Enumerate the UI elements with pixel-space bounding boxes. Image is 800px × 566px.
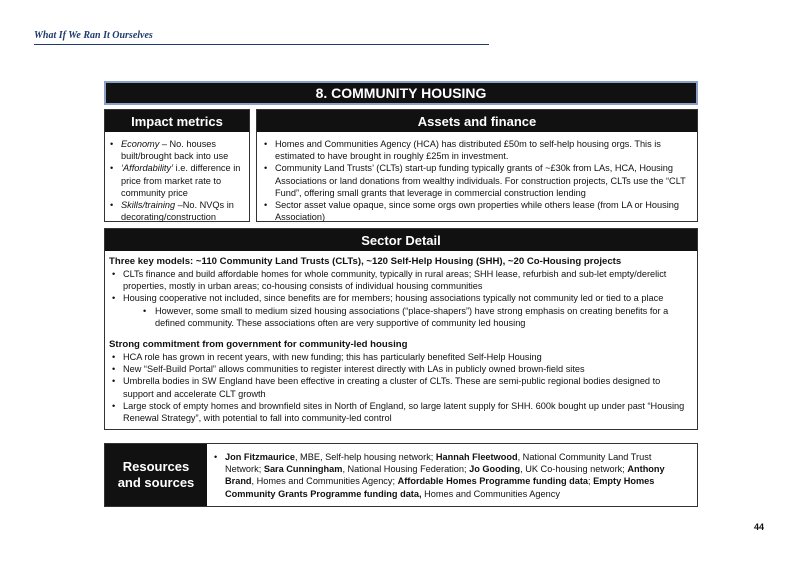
list-item: • Community Land Trusts’ (CLTs) start-up funding typically grants of ~£30k from LAs, HCA, Housing Associations or land donations from wealthy individuals. For construction projects, CLTs use the “CLT Fund”, offering small grants that leverage in commercial construction lending <box>261 162 691 199</box>
list-item: • However, some small to medium sized housing associations (“place-shapers”) have strong emphasis on creating benefits for a defined community. These associations often are very supportive of community led housing <box>109 305 691 329</box>
source-detail: , UK Co-housing network; <box>520 464 628 475</box>
assets-finance-list <box>257 132 697 223</box>
list-item: • CLTs finance and build affordable homes for whole community, typically in rural areas; SHH lease, refurbish and sub-let empty/derelict properties, mostly in urban areas; co-housing consists of individual housing communities <box>109 268 691 292</box>
source-detail: , Homes and Communities Agency; <box>251 476 398 487</box>
commitment-heading: Strong commitment from government for community-led housing <box>109 339 408 351</box>
title-rule <box>34 44 489 45</box>
metric-label: ‘Affordability’ <box>121 163 174 174</box>
resources-heading: Resources and sources <box>105 444 207 506</box>
sector-detail-heading: Sector Detail <box>105 229 697 251</box>
impact-metrics-heading: Impact metrics <box>105 110 249 132</box>
source-name: Empty Homes Community Grants Programme funding data, <box>225 476 655 499</box>
source-name: Jon Fitzmaurice <box>225 452 295 462</box>
page-number: 44 <box>754 522 765 532</box>
list-item <box>107 199 245 223</box>
impact-metrics-list <box>105 132 249 223</box>
metric-text: –No. NVQs in decorating/construction <box>121 200 234 223</box>
source-name: Affordable Homes Programme funding data <box>397 476 589 487</box>
models-sublist <box>109 305 691 329</box>
list-item <box>107 162 245 199</box>
resources-list <box>211 451 689 500</box>
assets-finance-heading: Assets and finance <box>257 110 697 132</box>
metric-text: i.e. difference in price from market rate to community price <box>121 163 241 198</box>
source-detail: , National Housing Federation; <box>342 464 470 475</box>
source-detail: , National Community Land Trust Network; <box>225 452 652 475</box>
running-title: What If We Ran It Ourselves <box>34 30 153 41</box>
list-item <box>107 138 245 162</box>
assets-finance-panel <box>256 109 698 222</box>
source-name: Hannah Fleetwood <box>435 452 518 462</box>
metric-text: – No. houses built/brought back into use <box>121 139 229 162</box>
list-item: • New “Self-Build Portal” allows communities to register interest directly with LAs in publicly owned brown-field sites <box>109 363 691 375</box>
sector-detail-panel <box>104 228 698 430</box>
metric-label: Skills/training <box>121 200 176 211</box>
list-item: • Sector asset value opaque, since some orgs own properties while others lease (from LA or Housing Association) <box>261 199 691 223</box>
list-item: • Large stock of empty homes and brownfield sites in North of England, so large latent supply for SHH. 600k bought up under past “Housing Renewal Strategy”, with potential to fall into community-led control <box>109 400 691 424</box>
models-heading: Three key models: ~110 Community Land Trusts (CLTs), ~120 Self-Help Housing (SHH), ~20 Co-Housing projects <box>109 256 622 267</box>
resources-panel <box>104 443 698 507</box>
source-name: Anthony Brand <box>225 464 665 487</box>
list-item: • HCA role has grown in recent years, with new funding; this has particularly benefited Self-Help Housing <box>109 351 691 363</box>
source-detail: , MBE, Self-help housing network; <box>294 452 436 462</box>
metric-label: Economy <box>121 139 160 149</box>
models-list <box>109 268 691 305</box>
section-title: 8. COMMUNITY HOUSING <box>104 81 698 105</box>
commitment-list <box>109 351 691 424</box>
impact-metrics-panel <box>104 109 250 222</box>
list-item: • Housing cooperative not included, since benefits are for members; housing associations typically not community led or tied to a place <box>109 292 691 304</box>
source-detail: Homes and Communities Agency <box>421 488 560 499</box>
list-item: • Umbrella bodies in SW England have been effective in creating a cluster of CLTs. These are semi-public regional bodies designed to support and accelerate CLT growth <box>109 375 691 399</box>
list-item <box>211 451 689 500</box>
source-name: Jo Gooding <box>469 464 521 475</box>
list-item: • Homes and Communities Agency (HCA) has distributed £50m to self-help housing orgs. This is estimated to have brought in roughly £25m in investment. <box>261 138 691 162</box>
source-detail: ; <box>588 476 594 487</box>
source-name: Sara Cunningham <box>263 464 343 475</box>
